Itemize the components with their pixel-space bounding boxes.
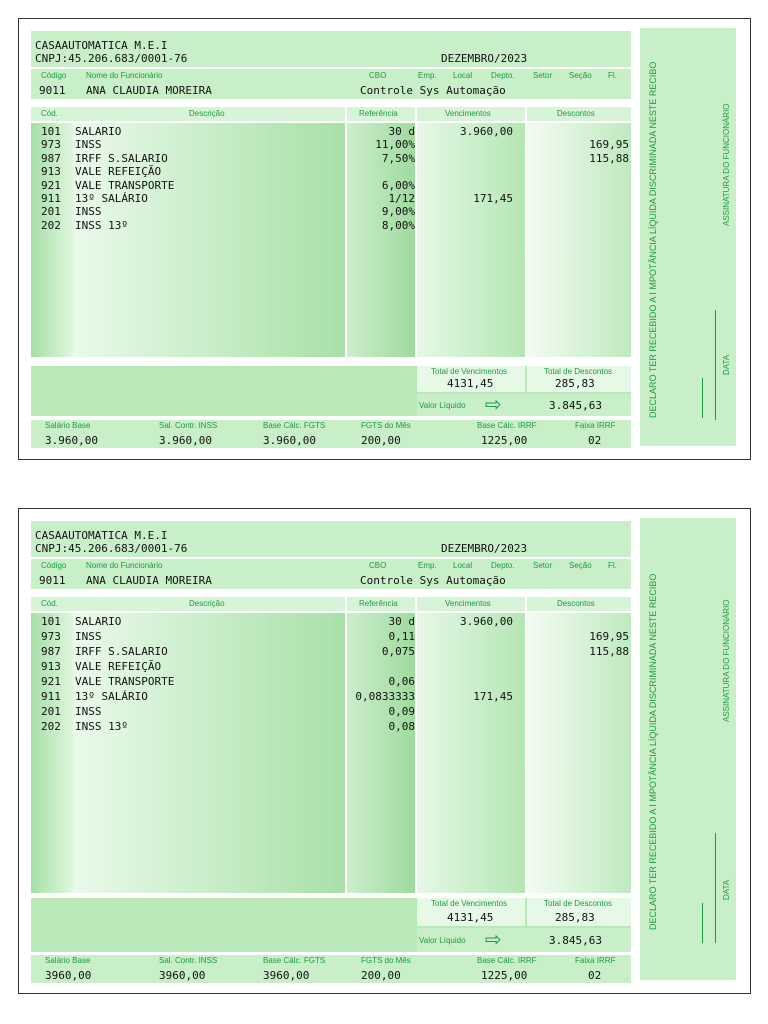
item-code: 201	[41, 705, 61, 718]
faixa-irrf-label: Faixa IRRF	[575, 956, 616, 965]
company-name: CASAAUTOMATICA M.E.I	[35, 39, 168, 52]
company-name: CASAAUTOMATICA M.E.I	[35, 529, 168, 542]
item-reference: 9,00%	[381, 205, 415, 219]
faixa-irrf-label: Faixa IRRF	[575, 421, 616, 430]
codigo-label: Código	[41, 71, 67, 80]
total-desc-box	[527, 366, 631, 392]
item-code: 973	[41, 138, 61, 152]
company-header	[31, 31, 631, 67]
nome-label: Nome do Funcionário	[86, 561, 163, 570]
signature-line	[715, 310, 716, 420]
ref-header: Referência	[359, 599, 398, 608]
item-description: VALE TRANSPORTE	[75, 178, 175, 192]
ref-header: Referência	[359, 109, 398, 118]
salario-base-value: 3.960,00	[45, 434, 98, 447]
item-code: 202	[41, 218, 61, 232]
emp-label: Emp.	[418, 71, 437, 80]
base-fgts-label: Base Cálc. FGTS	[263, 421, 326, 430]
item-code: 987	[41, 151, 61, 165]
item-code: 973	[41, 630, 61, 643]
declaro-text: DECLARO TER RECEBIDO A I MPOTÂNCIA LÍQUIDA DISCRIMINADA NESTE RECIBO	[648, 61, 658, 418]
base-irrf-label: Base Cálc. IRRF	[477, 421, 537, 430]
valor-liquido-label: Valor Líquido	[419, 936, 466, 945]
sal-contr-inss-label: Sal. Contr. INSS	[159, 956, 218, 965]
item-vencimento: 3.960,00	[460, 615, 513, 628]
item-code: 913	[41, 165, 61, 179]
item-reference: 0,11	[388, 630, 415, 643]
arrow-right-icon: ⇨	[485, 927, 502, 951]
item-description: INSS 13º	[75, 218, 128, 232]
base-fgts-value: 3.960,00	[263, 434, 316, 447]
totals-area	[31, 898, 631, 952]
sal-contr-inss-value: 3.960,00	[159, 434, 212, 447]
item-description: SALARIO	[75, 125, 122, 138]
sal-contr-inss-value: 3960,00	[159, 969, 206, 982]
assinatura-label: ASSINATURA DO FUNCIONÁRIO	[722, 599, 731, 722]
item-code: 921	[41, 178, 61, 192]
desc-column	[73, 597, 345, 893]
employee-code: 9011	[39, 574, 66, 587]
item-description: 13º SALÁRIO	[75, 192, 148, 205]
item-description: VALE REFEIÇÃO	[75, 165, 162, 179]
item-code: 911	[41, 192, 61, 205]
items-grid	[31, 107, 631, 357]
item-vencimento: 171,45	[473, 690, 513, 703]
company-cnpj: CNPJ:45.206.683/0001-76	[35, 52, 188, 65]
fl-label: Fl.	[608, 561, 617, 570]
total-venc-value: 4131,45	[447, 911, 494, 924]
pay-period: DEZEMBRO/2023	[441, 52, 528, 65]
total-desc-value: 285,83	[555, 911, 595, 924]
item-code: 202	[41, 720, 61, 733]
data-label: DATA	[722, 879, 731, 900]
emp-label: Emp.	[418, 561, 437, 570]
cbo-label: CBO	[369, 561, 387, 570]
base-irrf-value: 1225,00	[481, 969, 528, 982]
sal-contr-inss-label: Sal. Contr. INSS	[159, 421, 218, 430]
valor-liquido-box	[417, 394, 631, 416]
total-venc-box	[417, 366, 525, 392]
total-venc-value: 4131,45	[447, 377, 494, 390]
cod-header: Cód.	[41, 599, 58, 608]
total-desc-value: 285,83	[555, 377, 595, 390]
item-reference: 0,09	[388, 705, 415, 718]
payslip-main	[31, 31, 631, 447]
local-label: Local	[453, 561, 473, 570]
signature-panel	[640, 28, 736, 446]
employee-role: Controle Sys Automação	[360, 574, 506, 587]
arrow-right-icon: ⇨	[485, 392, 502, 416]
item-vencimento: 171,45	[473, 192, 513, 205]
company-cnpj: CNPJ:45.206.683/0001-76	[35, 542, 188, 555]
data-label: DATA	[722, 354, 731, 375]
desc-header: Descrição	[189, 599, 225, 608]
venc-header: Vencimentos	[445, 109, 491, 118]
date-line	[702, 903, 703, 943]
fgts-mes-value: 200,00	[361, 434, 401, 447]
valor-liquido-value: 3.845,63	[549, 399, 602, 412]
fl-label: Fl.	[608, 71, 617, 80]
depto-label: Depto.	[491, 561, 515, 570]
item-desconto: 169,95	[589, 630, 629, 643]
base-fgts-value: 3960,00	[263, 969, 310, 982]
local-label: Local	[453, 71, 473, 80]
item-description: SALARIO	[75, 615, 122, 628]
item-description: VALE TRANSPORTE	[75, 675, 175, 688]
venc-header: Vencimentos	[445, 599, 491, 608]
employee-code: 9011	[39, 84, 66, 97]
items-grid	[31, 597, 631, 893]
valor-liquido-label: Valor Líquido	[419, 401, 466, 410]
item-description: INSS	[75, 630, 102, 643]
item-reference: 30 d	[388, 125, 415, 138]
total-venc-label: Total de Vencimentos	[431, 367, 508, 376]
salario-base-label: Salário Base	[45, 421, 91, 430]
desc-header: Descrição	[189, 109, 225, 118]
item-description: VALE REFEIÇÃO	[75, 660, 162, 673]
item-code: 101	[41, 125, 61, 138]
depto-label: Depto.	[491, 71, 515, 80]
codigo-label: Código	[41, 561, 67, 570]
employee-info	[31, 69, 631, 99]
item-reference: 0,0833333	[355, 690, 415, 703]
signature-panel	[640, 518, 736, 980]
item-reference: 11,00%	[375, 138, 415, 152]
total-desc-label: Total de Descontos	[544, 899, 613, 908]
payslip-main	[31, 521, 631, 982]
total-desc-box	[527, 898, 631, 926]
item-desconto: 115,88	[589, 645, 629, 658]
item-reference: 0,06	[388, 675, 415, 688]
assinatura-label: ASSINATURA DO FUNCIONÁRIO	[722, 103, 731, 226]
bases-footer	[31, 420, 631, 448]
item-reference: 30 d	[388, 615, 415, 628]
setor-label: Setor	[533, 71, 553, 80]
base-irrf-value: 1225,00	[481, 434, 528, 447]
cbo-label: CBO	[369, 71, 387, 80]
item-reference: 1/12	[388, 192, 415, 205]
desconto-header: Descontos	[557, 109, 595, 118]
item-code: 921	[41, 675, 61, 688]
fgts-mes-label: FGTS do Mês	[361, 956, 411, 965]
item-code: 101	[41, 615, 61, 628]
item-reference: 7,50%	[381, 151, 415, 165]
base-fgts-label: Base Cálc. FGTS	[263, 956, 326, 965]
base-irrf-label: Base Cálc. IRRF	[477, 956, 537, 965]
company-header	[31, 521, 631, 557]
total-desc-label: Total de Descontos	[544, 367, 613, 376]
item-description: INSS 13º	[75, 720, 128, 733]
salario-base-label: Salário Base	[45, 956, 91, 965]
signature-line	[715, 833, 716, 943]
desconto-header: Descontos	[557, 599, 595, 608]
secao-label: Seção	[569, 71, 592, 80]
item-desconto: 169,95	[589, 138, 629, 152]
valor-liquido-box	[417, 928, 631, 952]
employee-name: ANA CLAUDIA MOREIRA	[86, 574, 212, 587]
item-description: INSS	[75, 138, 102, 152]
nome-label: Nome do Funcionário	[86, 71, 163, 80]
item-reference: 6,00%	[381, 178, 415, 192]
desc-column	[73, 107, 345, 357]
pay-period: DEZEMBRO/2023	[441, 542, 528, 555]
bases-footer	[31, 955, 631, 983]
venc-column	[417, 107, 525, 357]
item-desconto: 115,88	[589, 151, 629, 165]
setor-label: Setor	[533, 561, 553, 570]
item-reference: 0,075	[381, 645, 415, 658]
employee-name: ANA CLAUDIA MOREIRA	[86, 84, 212, 97]
item-description: INSS	[75, 705, 102, 718]
total-venc-label: Total de Vencimentos	[431, 899, 508, 908]
item-code: 913	[41, 660, 61, 673]
item-reference: 8,00%	[381, 218, 415, 232]
salario-base-value: 3960,00	[45, 969, 92, 982]
item-description: IRFF S.SALARIO	[75, 645, 168, 658]
total-venc-box	[417, 898, 525, 926]
date-line	[702, 378, 703, 418]
faixa-irrf-value: 02	[588, 969, 602, 982]
cod-header: Cód.	[41, 109, 58, 118]
fgts-mes-label: FGTS do Mês	[361, 421, 411, 430]
item-description: IRFF S.SALARIO	[75, 151, 168, 165]
item-reference: 0,08	[388, 720, 415, 733]
payslip-1	[18, 18, 751, 460]
item-code: 911	[41, 690, 61, 703]
fgts-mes-value: 200,00	[361, 969, 401, 982]
item-description: 13º SALÁRIO	[75, 690, 148, 703]
secao-label: Seção	[569, 561, 592, 570]
employee-info	[31, 559, 631, 589]
item-code: 987	[41, 645, 61, 658]
totals-area	[31, 366, 631, 416]
faixa-irrf-value: 02	[588, 434, 602, 447]
payslip-2	[18, 508, 751, 994]
venc-column	[417, 597, 525, 893]
declaro-text: DECLARO TER RECEBIDO A I MPOTÂNCIA LÍQUIDA DISCRIMINADA NESTE RECIBO	[648, 573, 658, 930]
item-vencimento: 3.960,00	[460, 125, 513, 138]
item-code: 201	[41, 205, 61, 219]
employee-role: Controle Sys Automação	[360, 84, 506, 97]
item-description: INSS	[75, 205, 102, 219]
valor-liquido-value: 3.845,63	[549, 934, 602, 947]
